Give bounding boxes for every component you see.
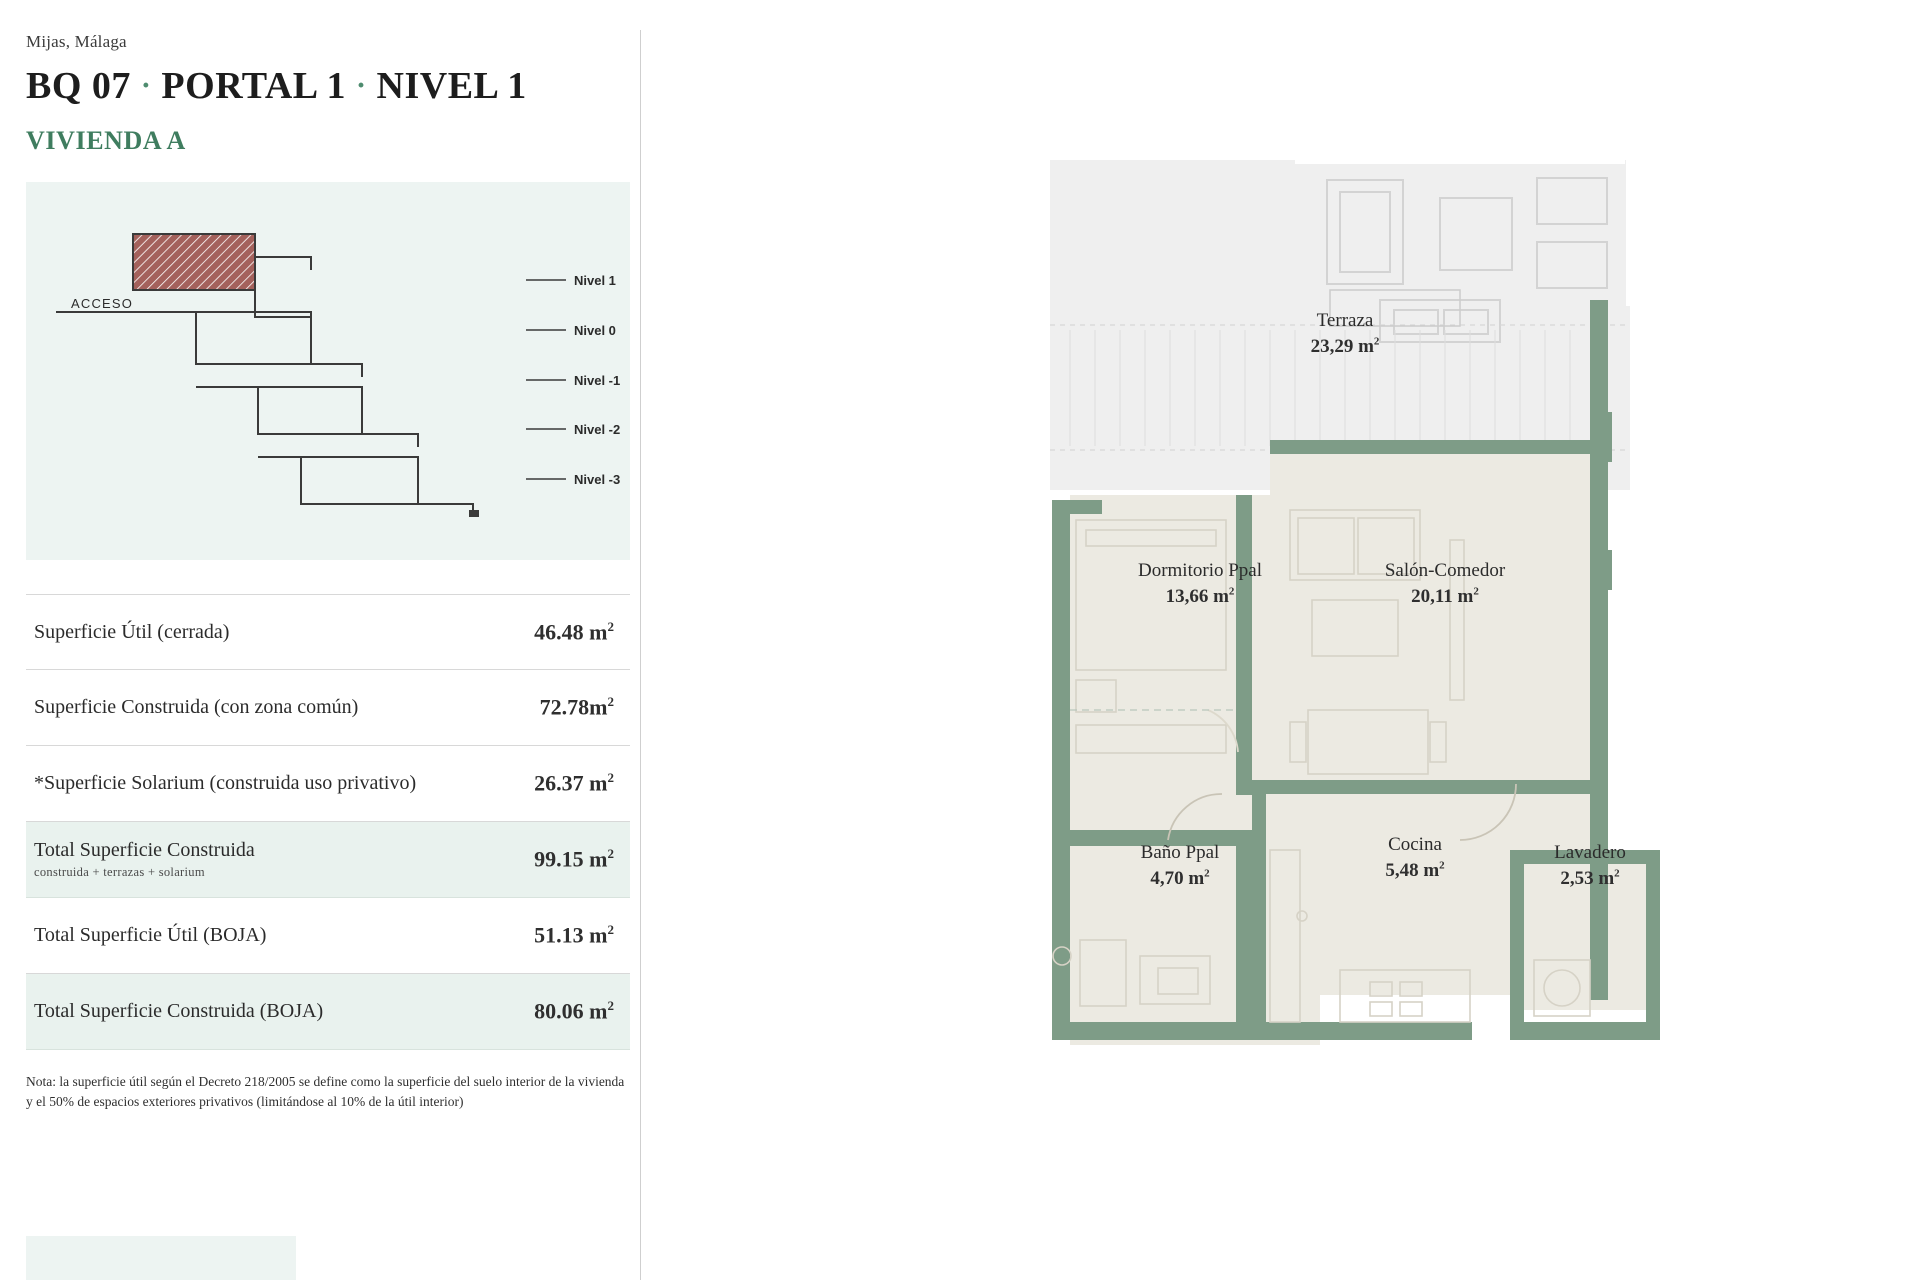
area-unit: 2 bbox=[607, 998, 614, 1014]
room-area bbox=[1320, 858, 1510, 884]
room-area-unit: 2 bbox=[1439, 859, 1445, 872]
area-value bbox=[534, 922, 614, 948]
area-unit: 2 bbox=[607, 846, 614, 862]
room-area-unit: 2 bbox=[1204, 867, 1210, 880]
area-value-number: 46.48 m bbox=[534, 619, 608, 645]
area-unit: 2 bbox=[607, 618, 614, 634]
title-block: BQ 07 bbox=[26, 65, 131, 107]
level-tick-label-4: Nivel -3 bbox=[574, 472, 621, 487]
room-name: Dormitorio Ppal bbox=[1137, 560, 1263, 581]
column-divider bbox=[640, 30, 641, 1280]
room-area-unit: 2 bbox=[1614, 867, 1620, 880]
area-value bbox=[534, 846, 614, 872]
room-name: Salón-Comedor bbox=[1384, 560, 1506, 581]
title-portal: PORTAL 1 bbox=[161, 65, 347, 107]
info-panel bbox=[0, 0, 640, 1280]
area-value-number: 80.06 m bbox=[534, 998, 608, 1024]
room-area-unit: 2 bbox=[1473, 585, 1479, 598]
area-value-number: 26.37 m bbox=[534, 770, 608, 796]
level-tick-label-3: Nivel -2 bbox=[574, 422, 621, 437]
table-row bbox=[26, 670, 630, 746]
area-unit: 2 bbox=[607, 694, 614, 710]
area-unit: 2 bbox=[607, 770, 614, 786]
room-area-unit: 2 bbox=[1228, 585, 1235, 598]
room-name: Baño Ppal bbox=[1140, 842, 1220, 863]
table-row bbox=[26, 898, 630, 974]
room-name: Terraza bbox=[1316, 310, 1374, 331]
table-row bbox=[26, 594, 630, 670]
area-value bbox=[534, 619, 614, 645]
levels-diagram-svg bbox=[26, 182, 630, 560]
room-area bbox=[1070, 584, 1330, 610]
title-separator-1: · bbox=[140, 69, 152, 102]
room-label-salon bbox=[1315, 558, 1575, 609]
area-value bbox=[534, 998, 614, 1024]
legal-note: Nota: la superficie útil según el Decreto 218/2005 se define como la superficie del suelo interior de la vivienda y el 50% de espacios exteriores privativos (limitándose al 10% de la útil interior) bbox=[26, 1074, 625, 1110]
unit-subtitle: VIVIENDA A bbox=[26, 126, 186, 155]
room-area bbox=[1315, 584, 1575, 610]
room-label-lavadero bbox=[1505, 840, 1675, 891]
room-area bbox=[1080, 866, 1280, 892]
room-label-dormitorio bbox=[1070, 558, 1330, 609]
area-label: Total Superficie Útil (BOJA) bbox=[34, 924, 267, 946]
title-separator-2: · bbox=[356, 69, 367, 102]
room-area-number: 23,29 m bbox=[1310, 335, 1374, 357]
table-row-total-boja bbox=[26, 974, 630, 1050]
area-label-main: Total Superficie Construida bbox=[34, 839, 255, 862]
table-row bbox=[26, 746, 630, 822]
table-row-total-construida bbox=[26, 822, 630, 898]
levels-diagram bbox=[26, 182, 630, 560]
area-label: Total Superficie Construida (BOJA) bbox=[34, 1000, 324, 1022]
room-area-number: 20,11 m bbox=[1411, 585, 1474, 607]
acceso-label: ACCESO bbox=[71, 296, 134, 311]
floorplan bbox=[1040, 150, 1840, 1180]
area-label-sub: construida + terrazas + solarium bbox=[34, 865, 205, 880]
area-label bbox=[34, 839, 255, 879]
title-level: NIVEL 1 bbox=[376, 65, 527, 107]
page-title bbox=[26, 64, 612, 108]
room-area-number: 5,48 m bbox=[1385, 859, 1440, 881]
area-label: Superficie Útil (cerrada) bbox=[34, 620, 230, 643]
room-name: Lavadero bbox=[1554, 842, 1626, 863]
room-area bbox=[1505, 866, 1675, 892]
area-value-number: 72.78m bbox=[539, 694, 608, 720]
footer-accent-block bbox=[26, 1236, 296, 1280]
room-area-number: 4,70 m bbox=[1150, 867, 1205, 889]
room-label-terraza bbox=[1250, 308, 1440, 359]
location-label: Mijas, Málaga bbox=[26, 32, 127, 51]
highlighted-unit-block bbox=[133, 234, 255, 290]
area-label: Superficie Construida (con zona común) bbox=[34, 696, 359, 718]
room-label-bano bbox=[1080, 840, 1280, 891]
room-area-number: 2,53 m bbox=[1560, 867, 1615, 889]
areas-table bbox=[26, 594, 630, 1050]
area-value bbox=[540, 694, 614, 720]
level-tick-label-0: Nivel 1 bbox=[574, 273, 616, 288]
floorplan-svg bbox=[1040, 150, 1840, 1180]
room-area-unit: 2 bbox=[1373, 335, 1380, 348]
area-value-number: 99.15 m bbox=[534, 846, 608, 872]
level-tick-label-2: Nivel -1 bbox=[574, 373, 621, 388]
level-tick-label-1: Nivel 0 bbox=[574, 323, 616, 338]
room-name: Cocina bbox=[1388, 834, 1442, 855]
room-area bbox=[1250, 334, 1440, 360]
room-label-cocina bbox=[1320, 832, 1510, 883]
area-value-number: 51.13 m bbox=[534, 922, 608, 948]
area-value bbox=[534, 770, 614, 796]
area-unit: 2 bbox=[607, 922, 614, 938]
room-area-number: 13,66 m bbox=[1165, 585, 1229, 607]
area-label: *Superficie Solarium (construida uso privativo) bbox=[34, 772, 417, 794]
